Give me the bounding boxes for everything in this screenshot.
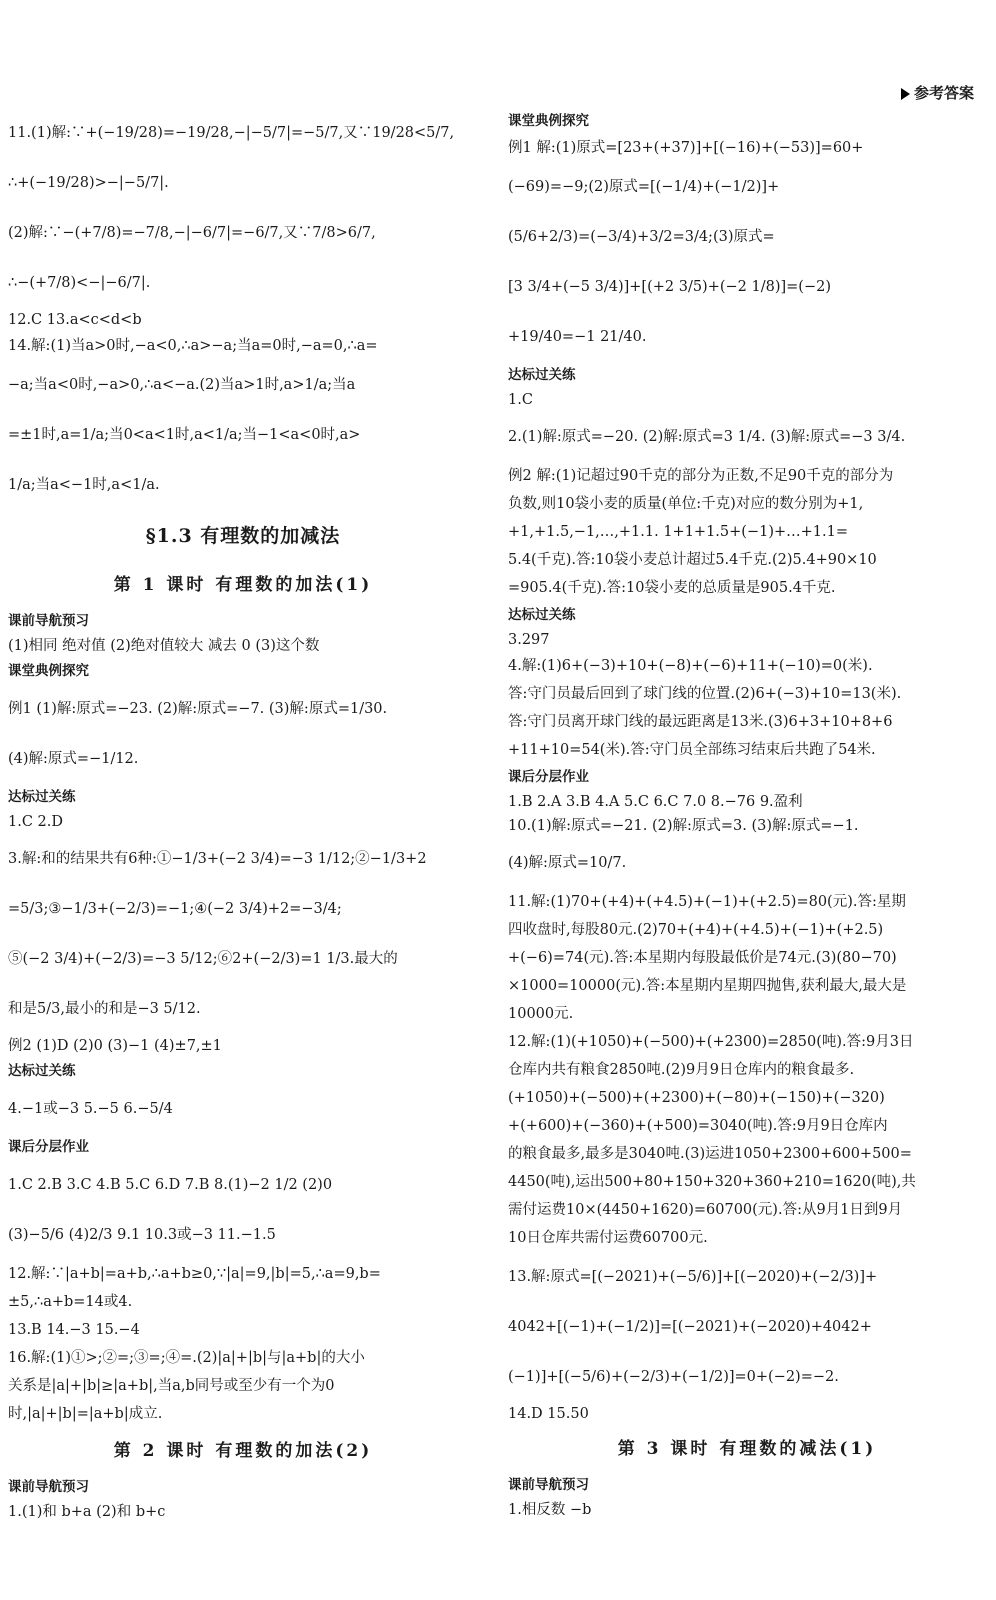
subsection-heading: 达标过关练 [508,607,576,623]
header-label: 参考答案 [913,84,974,102]
subsection-heading: 达标过关练 [8,1063,76,1079]
answer-line: 16.解:(1)①>;②=;③=;④=.(2)|a|+|b|与|a+b|的大小 [8,1350,365,1366]
answer-line: 14.解:(1)当a>0时,−a<0,∴a>−a;当a=0时,−a=0,∴a= [8,338,378,354]
right-column [508,108,986,1522]
answer-line: 4.−1或−3 5.−5 6.−5/4 [8,1101,173,1117]
answer-line: ×1000=10000(元).答:本星期内星期四抛售,获利最大,最大是 [508,978,907,994]
answer-line: (4)解:原式=−1/12. [8,751,139,767]
subsection-heading: 课前导航预习 [508,1477,589,1493]
lesson-title: 第 3 课时 有理数的减法(1) [617,1439,877,1459]
answer-line: 4.解:(1)6+(−3)+10+(−8)+(−6)+11+(−10)=0(米). [508,658,873,674]
answer-line: (1)相同 绝对值 (2)绝对值较大 减去 0 (3)这个数 [8,638,320,654]
subsection-heading: 课前导航预习 [8,613,89,629]
answer-line: 12.解:(1)(+1050)+(−500)+(+2300)=2850(吨).答:9月3日 [508,1034,914,1050]
answer-line: 负数,则10袋小麦的质量(单位:千克)对应的数分别为+1, [508,496,864,512]
answer-line: (−1)]+[(−5/6)+(−2/3)+(−1/2)]=0+(−2)=−2. [508,1369,839,1385]
answer-line: 10.(1)解:原式=−21. (2)解:原式=3. (3)解:原式=−1. [508,818,859,834]
answer-line: 10日仓库共需付运费60700元. [508,1230,708,1246]
answer-line: 14.D 15.50 [508,1406,589,1422]
answer-line: 4042+[(−1)+(−1/2)]=[(−2021)+(−2020)+4042+ [508,1319,872,1335]
answer-line: 2.(1)解:原式=−20. (2)解:原式=3 1/4. (3)解:原式=−3 3/4. [508,429,906,445]
answer-line: 4450(吨),运出500+80+150+320+360+210=1620(吨),共 [508,1174,916,1190]
lesson-title: 第 1 课时 有理数的加法(1) [113,575,373,595]
answer-line: 例2 (1)D (2)0 (3)−1 (4)±7,±1 [8,1038,222,1054]
answer-line: −a;当a<0时,−a>0,∴a<−a.(2)当a>1时,a>1/a;当a [8,377,356,393]
subsection-heading: 课前导航预习 [8,1479,89,1495]
answer-line: =5/3;③−1/3+(−2/3)=−1;④(−2 3/4)+2=−3/4; [8,901,342,917]
subsection-heading: 课堂典例探究 [508,113,589,129]
answer-line: 13.B 14.−3 15.−4 [8,1322,140,1338]
answer-line: 10000元. [508,1006,574,1022]
subsection-heading: 课后分层作业 [8,1139,89,1155]
subsection-heading: 达标过关练 [8,789,76,805]
answer-line: 答:守门员最后回到了球门线的位置.(2)6+(−3)+10=13(米). [508,686,902,702]
answer-line: 1.C 2.B 3.C 4.B 5.C 6.D 7.B 8.(1)−2 1/2 (2)0 [8,1177,333,1193]
answer-line: 时,|a|+|b|=|a+b|成立. [8,1406,163,1422]
answer-line: 关系是|a|+|b|≥|a+b|,当a,b同号或至少有一个为0 [8,1378,335,1394]
answer-line: +1,+1.5,−1,…,+1.1. 1+1+1.5+(−1)+…+1.1= [508,524,848,540]
answer-line: 四收盘时,每股80元.(2)70+(+4)+(+4.5)+(−1)+(+2.5) [508,922,884,938]
answer-line: 11.(1)解:∵+(−19/28)=−19/28,−|−5/7|=−5/7,又∵19/28<5/7, [8,125,455,141]
answer-line: 仓库内共有粮食2850吨.(2)9月9日仓库内的粮食最多. [508,1062,855,1078]
answer-line: 12.解:∵|a+b|=a+b,∴a+b≥0,∵|a|=9,|b|=5,∴a=9,b= [8,1266,381,1282]
triangle-icon [901,88,910,100]
subsection-heading: 课堂典例探究 [8,663,89,679]
answer-line: (2)解:∵−(+7/8)=−7/8,−|−6/7|=−6/7,又∵7/8>6/7, [8,225,376,241]
answer-line: 11.解:(1)70+(+4)+(+4.5)+(−1)+(+2.5)=80(元).答:星期 [508,894,906,910]
answer-line: ∴+(−19/28)>−|−5/7|. [8,175,169,191]
answer-line: 3.297 [508,632,550,648]
answer-line: 1.C 2.D [8,814,63,830]
answer-line: +(−6)=74(元).答:本星期内每股最低价是74元.(3)(80−70) [508,950,897,966]
section-title: §1.3 有理数的加减法 [145,525,341,547]
answer-line: =905.4(千克).答:10袋小麦的总质量是905.4千克. [508,580,836,596]
answer-line: ⑤(−2 3/4)+(−2/3)=−3 5/12;⑥2+(−2/3)=1 1/3.最大的 [8,951,398,967]
answer-line: (4)解:原式=10/7. [508,855,627,871]
answer-line: 5.4(千克).答:10袋小麦总计超过5.4千克.(2)5.4+90×10 [508,552,877,568]
subsection-heading: 课后分层作业 [508,769,589,785]
answer-line: 1/a;当a<−1时,a<1/a. [8,477,160,493]
lesson-title: 第 2 课时 有理数的加法(2) [113,1441,373,1461]
answer-line: 13.解:原式=[(−2021)+(−5/6)]+[(−2020)+(−2/3)]+ [508,1269,878,1285]
answer-line: +11+10=54(米).答:守门员全部练习结束后共跑了54米. [508,742,876,758]
answer-line: 答:守门员离开球门线的最远距离是13米.(3)6+3+10+8+6 [508,714,893,730]
answer-line: (+1050)+(−500)+(+2300)+(−80)+(−150)+(−320) [508,1090,885,1106]
answer-line: 1.C [508,392,533,408]
answer-line: 例2 解:(1)记超过90千克的部分为正数,不足90千克的部分为 [508,468,894,484]
answer-line: 例1 (1)解:原式=−23. (2)解:原式=−7. (3)解:原式=1/30. [8,701,388,717]
answer-line: +(+600)+(−360)+(+500)=3040(吨).答:9月9日仓库内 [508,1118,888,1134]
answer-line: +19/40=−1 21/40. [508,329,647,345]
answer-line: 1.(1)和 b+a (2)和 b+c [8,1504,166,1520]
answer-line: 和是5/3,最小的和是−3 5/12. [8,1001,201,1017]
answer-line: ±5,∴a+b=14或4. [8,1294,133,1310]
answer-line: 需付运费10×(4450+1620)=60700(元).答:从9月1日到9月 [508,1202,903,1218]
left-column [8,108,478,1524]
answer-line: (−69)=−9;(2)原式=[(−1/4)+(−1/2)]+ [508,179,780,195]
answer-line: ∴−(+7/8)<−|−6/7|. [8,275,151,291]
answer-line: (3)−5/6 (4)2/3 9.1 10.3或−3 11.−1.5 [8,1227,276,1243]
answer-line: 1.相反数 −b [508,1502,592,1518]
answer-line: 12.C 13.a<c<d<b [8,312,142,328]
answer-line: 3.解:和的结果共有6种:①−1/3+(−2 3/4)=−3 1/12;②−1/3+2 [8,851,427,867]
subsection-heading: 达标过关练 [508,367,576,383]
answer-line: 的粮食最多,最多是3040吨.(3)运进1050+2300+600+500= [508,1146,912,1162]
answer-line: [3 3/4+(−5 3/4)]+[(+2 3/5)+(−2 1/8)]=(−2) [508,279,831,295]
answer-line: 例1 解:(1)原式=[23+(+37)]+[(−16)+(−53)]=60+ [508,140,864,156]
answer-line: =±1时,a=1/a;当0<a<1时,a<1/a;当−1<a<0时,a> [8,427,361,443]
answer-line: 1.B 2.A 3.B 4.A 5.C 6.C 7.0 8.−76 9.盈利 [508,794,803,810]
page-header [901,82,974,103]
answer-line: (5/6+2/3)=(−3/4)+3/2=3/4;(3)原式= [508,229,775,245]
